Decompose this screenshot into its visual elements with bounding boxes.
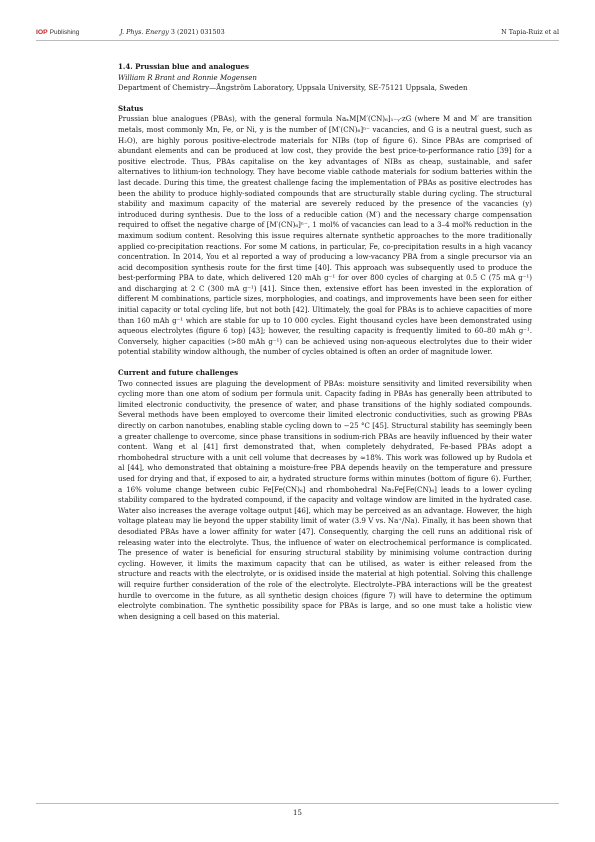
footer-divider: [36, 803, 559, 804]
page-number: 15: [293, 809, 302, 817]
status-heading: Status: [118, 103, 144, 113]
journal-name: J. Phys. Energy: [120, 28, 169, 36]
header-divider: [36, 40, 559, 41]
running-author: N Tapia-Ruiz et al: [501, 28, 559, 36]
challenges-paragraph: Two connected issues are plaguing the development of PBAs: moisture sensitivity and limited reversibility when cycling more than one atom of sodium per formula unit. Capacity fading in PBAs has generally been attributed to limited electronic conductivity, the presence of water, and phase transitions of the highly sodiated compounds. Several methods have been employed to overcome their limited electronic conductivities, such as growing PBAs directly on carbon nanotubes, enabling stable cycling down to −25 °C [45]. Structural stability has seemingly been a greater challenge to overcome, since phase transitions in sodium-rich PBAs are heavily influenced by their water content. Wang et al [41] first demonstrated that, when completely dehydrated, Fe-based PBAs adopt a rhombohedral structure with a unit cell volume that decreases by ≈18%. This work was followed up by Rudola et al [44], who demonstrated that obtaining a moisture-free PBA depends heavily on the temperature and pressure used for drying and that, if exposed to air, a hydrated structure forms within minutes (bottom of figure 6). Further, a 16% volume change between cubic Fe[Fe(CN)₆] and rhombohedral Na₂Fe[Fe(CN)₆] leads to a lower cycling stability compared to the hydrated compound, if the capacity and voltage window are limited in the hydrated case. Water also increases the average voltage output [46], which may be perceived as an advantage. However, the high voltage plateau may lie beyond the upper stability limit of water (3.9 V vs. Na⁺/Na). Finally, it has been shown that desodiated PBAs have a lower affinity for water [47]. Consequently, charging the cell runs an additional risk of releasing water into the electrolyte. Thus, the influence of water on electrochemical performance is complicated. The presence of water is beneficial for ensuring structural stability by minimising volume contraction during cycling. However, it limits the maximum capacity that can be utilised, as water is either released from the structure and reacts with the electrolyte, or is oxidised inside the material at high potential. Solving this challenge will require further consideration of the role of the electrolyte. Electrolyte–PBA interactions will be the greatest hurdle to overcome in the future, as all synthetic design choices (figure 7) will have to determine the optimum electrolyte combination. The synthetic possibility space for PBAs is large, and so one must take a holistic view when designing a cell based on this material.: [118, 378, 532, 621]
section-authors: William R Brant and Ronnie Mogensen: [118, 72, 257, 82]
status-paragraph: Prussian blue analogues (PBAs), with the general formula NaₓM[M′(CN)₆]₁₋ᵧ·zG (where M and M′ are transition metals, most commonly Mn, Fe, or Ni, y is the number of [M′(CN)₆]ⁿ⁻ vacancies, and G is a neutral guest, such as H₂O), are highly porous positive-electrode materials for NIBs (top of figure 6). Since PBAs are comprised of abundant elements and can be produced at low cost, they provide the best price-to-performance ratio [39] for a positive electrode. Thus, PBAs capitalise on the key advantages of NIBs as cheap, sustainable, and safer alternatives to lithium-ion technology. They have become viable cathode materials for sodium batteries within the last decade. During this time, the greatest challenge facing the implementation of PBAs as positive electrodes has been the ability to produce highly-sodiated compounds that are structurally stable during cycling. The structural stability and maximum capacity of the material are severely reduced by the presence of the vacancies (y) introduced during synthesis. Due to the loss of a reducible cation (M′) and the necessary charge compensation required to offset the negative charge of [M′(CN)₆]ⁿ⁻, 1 mol% of vacancies can lead to a 3–4 mol% reduction in the maximum sodium content. Resolving this issue requires alternate synthetic approaches to the more traditionally applied co-precipitation reactions. For some M cations, in particular, Fe, co-precipitation results in a high vacancy concentration. In 2014, You et al reported a way of producing a low-vacancy PBA from a single precursor via an acid decomposition synthesis route for the first time [40]. This approach was subsequently used to produce the best-performing PBA to date, which delivered 120 mAh g⁻¹ for over 800 cycles of charging at 0.5 C (75 mA g⁻¹) and discharging at 2 C (300 mA g⁻¹) [41]. Since then, extensive effort has been invested in the exploration of different M combinations, particle sizes, morphologies, and coatings, and improvements have been seen for either initial capacity or total cycling life, but not both [42]. Ultimately, the goal for PBAs is to achieve capacities of more than 160 mAh g⁻¹ which are stable for up to 10 000 cycles. Eight thousand cycles have been demonstrated using aqueous electrolytes (figure 6 top) [43]; however, the resulting capacity is frequently limited to 60–80 mAh g⁻¹. Conversely, higher capacities (>80 mAh g⁻¹) can be achieved using non-aqueous electrolytes due to their wider potential stability window although, the number of cycles obtained is often an order of magnitude lower.: [118, 114, 532, 357]
journal-citation: [120, 26, 225, 38]
iop-publishing-logo: [36, 26, 79, 39]
page-header: [36, 26, 559, 38]
section-affiliation: Department of Chemistry—Ångström Laboratory, Uppsala University, SE-75121 Uppsala, Sweden: [118, 83, 468, 93]
journal-volume: 3 (2021) 031503: [170, 28, 225, 36]
article-body: [118, 62, 532, 622]
logo-iop-text: IOP: [36, 29, 48, 36]
section-title: 1.4. Prussian blue and analogues: [118, 62, 249, 71]
challenges-heading: Current and future challenges: [118, 368, 239, 378]
logo-publishing-text: Publishing: [49, 29, 80, 36]
